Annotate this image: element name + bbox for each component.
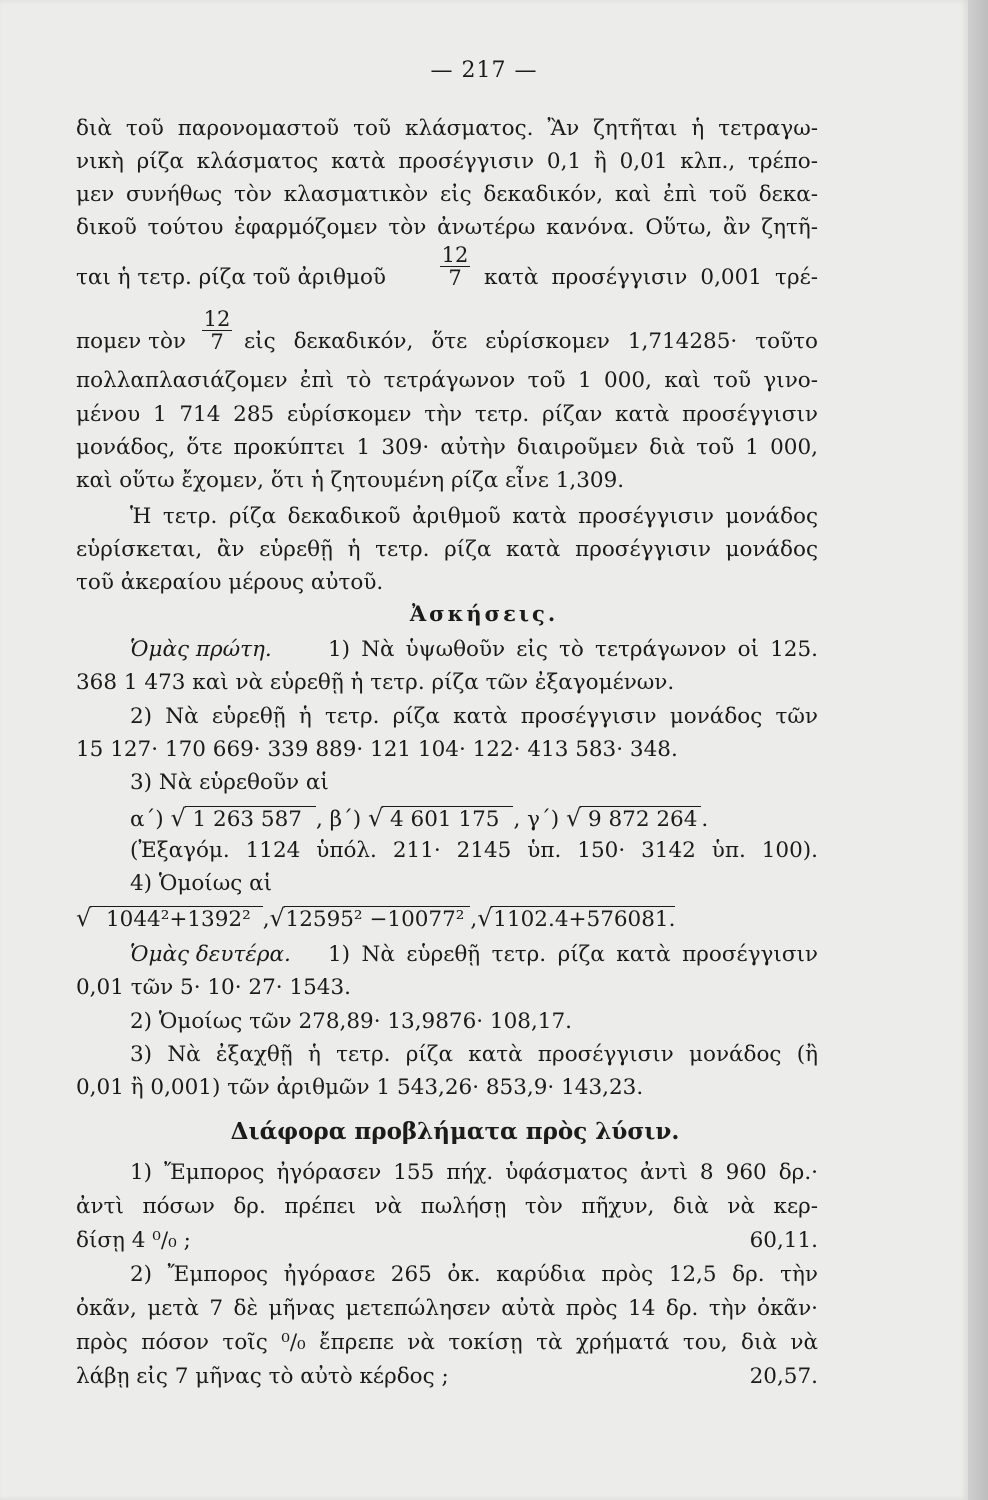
sqrt-icon: √	[565, 804, 582, 832]
text-line: 1) Ἔμπορος ἠγόρασεν 155 πήχ. ὑφάσματος ἀντὶ 8 960 δρ.·	[130, 1160, 818, 1185]
text-line	[76, 1362, 818, 1392]
separator: , β΄)	[315, 807, 362, 832]
group-title: Ὁμὰς δευτέρα.	[130, 942, 291, 967]
radicand: 1 263 587	[185, 806, 316, 832]
separator: ,	[470, 907, 478, 932]
radicand: 4 601 175	[382, 806, 513, 832]
text-line: κατὰ προσέγγισιν 0,001 τρέ-	[484, 265, 818, 290]
text-line: Ἡ τετρ. ρίζα δεκαδικοῦ ἀριθμοῦ κατὰ προσέγγισιν μονάδος	[130, 504, 818, 529]
text-line: 1) Νὰ ὑψωθοῦν εἰς τὸ τετράγωνον οἱ 125.	[328, 637, 818, 662]
answer-value: 20,57.	[749, 1364, 818, 1389]
fraction	[202, 308, 232, 353]
fraction-numerator: 12	[203, 307, 231, 331]
sqrt-icon: √	[269, 904, 285, 932]
text-line: τοῦ ἀκεραίου μέρους αὐτοῦ.	[76, 570, 384, 595]
text-line: ται ἡ τετρ. ρίζα τοῦ ἀριθμοῦ	[76, 265, 386, 290]
text-line: καὶ οὕτω ἔχομεν, ὅτι ἡ ζητουμένη ρίζα εἶνε 1,309.	[76, 468, 625, 493]
fraction-denominator: 7	[210, 330, 224, 354]
text-line: μονάδος, ὅτε προκύπτει 1 309· αὐτὴν διαιροῦμεν διὰ τοῦ 1 000,	[76, 435, 818, 460]
text-line: εἰς δεκαδικόν, ὅτε εὑρίσκομεν 1,714285· τοῦτο	[244, 329, 818, 354]
sqrt-icon: √	[170, 804, 186, 832]
root-expressions-line	[130, 803, 818, 835]
text-line: μεν συνήθως τὸν κλασματικὸν εἰς δεκαδικόν, καὶ ἐπὶ τοῦ δεκα-	[76, 182, 818, 207]
sqrt-icon: √	[368, 804, 384, 832]
answer-value: 60,11.	[749, 1228, 818, 1253]
separator: ,	[262, 907, 270, 932]
text-line: διὰ τοῦ παρονομαστοῦ τοῦ κλάσματος. Ἂν ζητῆται ἡ τετραγω-	[76, 116, 818, 141]
period: .	[701, 807, 709, 832]
fraction-denominator: 7	[448, 266, 462, 290]
radicand: 9 872 264	[580, 806, 701, 832]
group-title: Ὁμὰς πρώτη.	[130, 637, 272, 662]
text-line: 3) Νὰ ἐξαχθῇ ἡ τετρ. ρίζα κατὰ προσέγγισιν μονάδος (ἢ	[130, 1042, 818, 1067]
text-line: 15 127· 170 669· 339 889· 121 104· 122· 413 583· 348.	[76, 737, 678, 762]
text-line: 4) Ὁμοίως αἱ	[130, 871, 273, 896]
radicand: 12595² −10077²	[284, 906, 471, 932]
text-line: ἀντὶ πόσων δρ. πρέπει νὰ πωλήσῃ τὸν πῆχυν, διὰ νὰ κερ-	[76, 1194, 818, 1219]
text-line: 3) Νὰ εὑρεθοῦν αἱ	[130, 770, 329, 795]
fraction-numerator: 12	[441, 243, 469, 267]
text-line: 2) Ὁμοίως τῶν 278,89· 13,9876· 108,17.	[130, 1009, 572, 1034]
text-line: εὑρίσκεται, ἂν εὑρεθῇ ἡ τετρ. ρίζα κατὰ προσέγγισιν μονάδος	[76, 537, 818, 562]
separator: , γ΄)	[513, 807, 560, 832]
radicand: 1102.4+576081.	[493, 907, 676, 932]
root-expressions-line	[76, 903, 818, 935]
text-line: (Ἐξαγόμ. 1124 ὑπόλ. 211· 2145 ὑπ. 150· 3142 ὑπ. 100).	[130, 838, 818, 863]
sqrt-icon: √	[477, 904, 493, 932]
radicand: 1044²+1392²	[90, 906, 263, 932]
sqrt-icon: √	[76, 904, 92, 932]
text-line: 2) Ἔμπορος ἠγόρασε 265 ὀκ. καρύδια πρὸς 12,5 δρ. τὴν	[130, 1262, 818, 1287]
text-line: 2) Νὰ εὑρεθῇ ἡ τετρ. ρίζα κατὰ προσέγγισιν μονάδος τῶν	[130, 704, 818, 729]
text-line	[76, 1226, 818, 1256]
text-line: πομεν τὸν	[76, 329, 186, 354]
section-heading-exercises: Ἀσκήσεις.	[409, 601, 559, 626]
text-line: μένου 1 714 285 εὑρίσκομεν τὴν τετρ. ρίζαν κατὰ προσέγγισιν	[76, 402, 818, 427]
section-heading-problems: Διάφορα προβλήματα πρὸς λύσιν.	[230, 1118, 680, 1145]
text-line: 0,01 ἢ 0,001) τῶν ἀριθμῶν 1 543,26· 853,9· 143,23.	[76, 1075, 644, 1100]
label-alpha: α΄)	[130, 807, 164, 832]
text-line: πρὸς πόσον τοῖς ⁰/₀ ἔπρεπε νὰ τοκίσῃ τὰ χρήματά του, διὰ νὰ	[76, 1330, 818, 1355]
fraction	[440, 244, 470, 289]
text-line: πολλαπλασιάζομεν ἐπὶ τὸ τετράγωνον τοῦ 1 000, καὶ τοῦ γινο-	[76, 368, 818, 393]
text-line: 1) Νὰ εὑρεθῇ τετρ. ρίζα κατὰ προσέγγισιν	[328, 942, 818, 967]
text-line: ὀκᾶν, μετὰ 7 δὲ μῆνας μετεπώλησεν αὐτὰ πρὸς 14 δρ. τὴν ὀκᾶν·	[76, 1296, 818, 1321]
text-line: 0,01 τῶν 5· 10· 27· 1543.	[76, 975, 351, 1000]
page-edge	[968, 0, 988, 1500]
problem-text: δίσῃ 4 ⁰/₀ ;	[76, 1228, 191, 1253]
page-number: — 217 —	[430, 58, 538, 83]
text-line: 368 1 473 καὶ νὰ εὑρεθῇ ἡ τετρ. ρίζα τῶν ἐξαγομένων.	[76, 670, 675, 695]
problem-text: λάβῃ εἰς 7 μῆνας τὸ αὐτὸ κέρδος ;	[76, 1364, 449, 1389]
text-line: δικοῦ τούτου ἐφαρμόζομεν τὸν ἀνωτέρω κανόνα. Οὕτω, ἂν ζητῆ-	[76, 215, 818, 240]
text-line: νικὴ ρίζα κλάσματος κατὰ προσέγγισιν 0,1 ἢ 0,01 κλπ., τρέπο-	[76, 149, 818, 174]
